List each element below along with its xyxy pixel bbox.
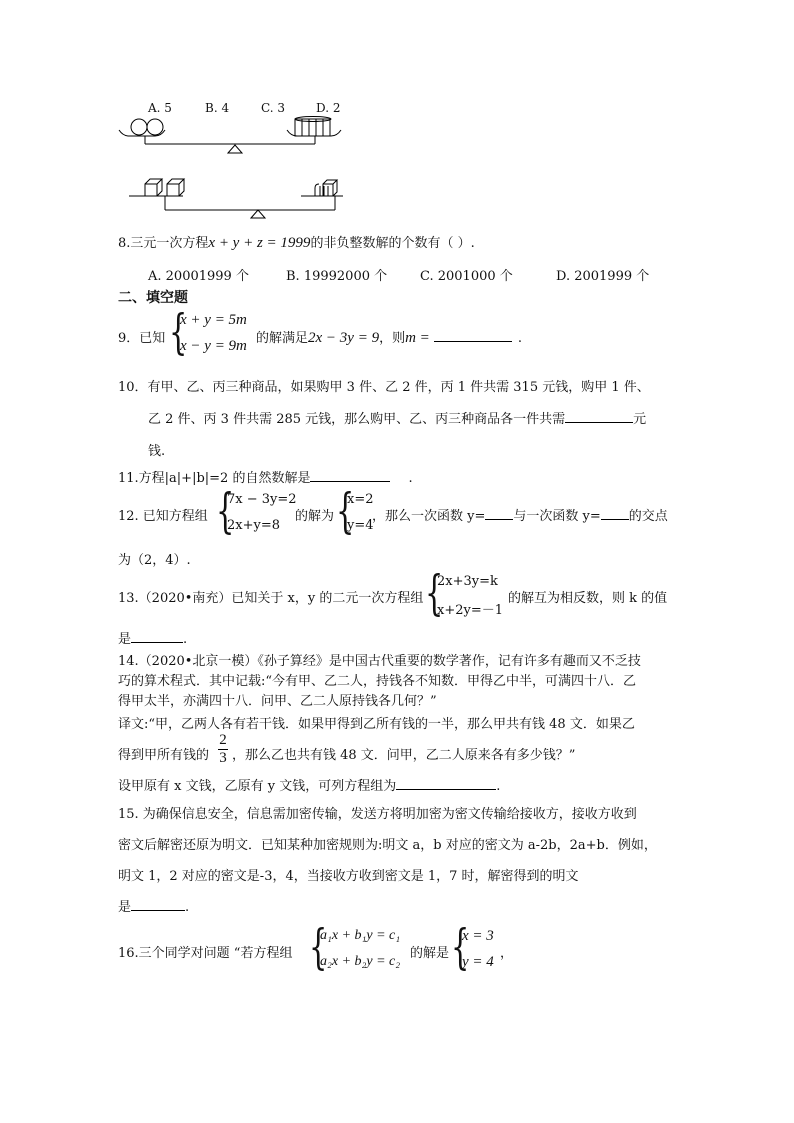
q14-line3: 得甲太半，亦满四十八．问甲、乙二人原持钱各几何？”	[118, 694, 437, 709]
q12-mid: 的解为	[295, 509, 335, 524]
q15-end: .	[185, 900, 190, 915]
q14-line6-wrap	[118, 775, 500, 794]
q12-prefix: 12. 已知方程组	[118, 509, 208, 524]
q12-tail-c: 的交点	[628, 509, 668, 524]
q13-blank[interactable]	[131, 630, 183, 643]
q13-suffix: 的解互为相反数，则 k 的值	[508, 591, 668, 606]
q11-blank[interactable]	[310, 469, 390, 482]
q12-sol-brace: {	[336, 483, 355, 539]
q14-frac-num: 2	[219, 732, 227, 748]
q10-line2: 乙 2 件、丙 3 件共需 285 元钱，那么购甲、乙、丙三种商品各一件共需	[148, 412, 566, 427]
bottom-balance	[129, 179, 343, 218]
q9-prefix: 9．已知	[118, 331, 166, 346]
q9-then: ，则	[379, 331, 406, 346]
q9-blank[interactable]	[434, 329, 512, 342]
q13-end: .	[183, 632, 188, 647]
q9-rest	[256, 327, 522, 347]
q15-line3: 明文 1，2 对应的密文是-3，4，当接收方收到密文是 1，7 时，解密得到的明文	[118, 869, 579, 884]
q13-prefix: 13.（2020•南充）已知关于 x，y 的二元一次方程组	[118, 591, 424, 606]
q14-line5a: 得到甲所有钱的	[118, 748, 210, 763]
q16-sol-brace: {	[451, 919, 470, 975]
q12-blank1[interactable]	[485, 507, 513, 520]
q14-line4: 译文:“甲，乙两人各有若干钱．如果甲得到乙所有钱的一半，那么甲共有钱 48 文．如果乙	[118, 717, 635, 732]
q8-option-d: D. 2001999 个	[556, 269, 650, 284]
q12-tail-a: ，那么一次函数 y=	[372, 509, 486, 524]
q12-brace: {	[216, 483, 235, 539]
q16-eq2: a₂x + b₂y = c₂	[320, 954, 401, 969]
q14-line6: 设甲原有 x 文钱，乙原有 y 文钱，可列方程组为	[118, 779, 397, 794]
q12-eq2: 2x+y=8	[227, 518, 281, 533]
q13-eq2: x+2y=－1	[437, 603, 504, 618]
q15-line4-wrap	[118, 896, 189, 915]
q10-blank[interactable]	[565, 410, 633, 423]
q14-blank[interactable]	[396, 777, 496, 790]
top-balance	[119, 117, 341, 154]
q9-mid: 的解满足	[256, 331, 309, 346]
q16-prefix: 16.三个同学对问题 “若方程组	[118, 946, 293, 961]
q8-option-c: C. 2001000 个	[420, 269, 513, 284]
option-d: D. 2	[316, 101, 341, 115]
q12-sol1: x=2	[347, 492, 374, 507]
q12-tail-b: 与一次函数 y=	[513, 509, 601, 524]
q14-line1: 14.（2020•北京一模）《孙子算经》是中国古代重要的数学著作，记有许多有趣而又不乏技	[118, 654, 641, 669]
q11-end: .	[408, 471, 413, 486]
q8-option-a: A. 20001999 个	[148, 269, 249, 284]
q15-blank[interactable]	[131, 898, 185, 911]
option-b: B. 4	[205, 101, 230, 115]
q9-eq1: x + y = 5m	[180, 312, 247, 328]
q16-mid: 的解是	[410, 946, 450, 961]
q13-line2-wrap	[118, 628, 187, 647]
q9-m: m =	[405, 330, 430, 346]
q13-eq1: 2x+3y=k	[437, 574, 498, 589]
q12-eq1: 7x − 3y=2	[227, 492, 297, 507]
q13-line2: 是	[118, 632, 132, 647]
option-a: A. 5	[148, 101, 172, 115]
q9-brace: {	[169, 304, 188, 360]
q10-line1: 10．有甲、乙、丙三种商品，如果购甲 3 件、乙 2 件，丙 1 件共需 315 元钱，购甲 1 件、	[118, 380, 650, 395]
q8-suffix: 的非负整数解的个数有（ ）.	[310, 236, 475, 251]
q15-line1: 15. 为确保信息安全，信息需加密传输，发送方将明加密为密文传输给接收方，接收方收到	[118, 807, 637, 822]
q15-line2: 密文后解密还原为明文．已知某种加密规则为:明文 a，b 对应的密文为 a-2b，2a+b．例如，	[118, 838, 657, 853]
q9-eq2: x − y = 9m	[180, 338, 247, 354]
q8-line	[118, 232, 475, 252]
q10-unit: 元	[633, 412, 647, 427]
q14-fraction	[216, 733, 230, 766]
q12-line2: 为（2，4）.	[118, 553, 191, 568]
q9-cond: 2x − 3y = 9	[308, 330, 380, 346]
q13-brace: {	[425, 565, 444, 621]
q14-line2: 巧的算术程式．其中记载:“今有甲、乙二人，持钱各不知数．甲得乙中半，可满四十八．乙	[118, 674, 637, 689]
q8-option-b: B. 19992000 个	[286, 269, 388, 284]
q14-frac-den: 3	[219, 750, 227, 766]
q16-end: ，	[500, 946, 514, 961]
section-title: 二、填空题	[118, 290, 188, 306]
q14-end: .	[496, 779, 501, 794]
q12-tail	[372, 505, 668, 524]
option-c: C. 3	[261, 101, 286, 115]
q16-brace: {	[309, 919, 328, 975]
q12-blank2[interactable]	[601, 507, 629, 520]
q14-line5b: ，那么乙也共有钱 48 文．问甲，乙二人原来各有多少钱？”	[232, 748, 576, 763]
q16-eq1: a₁x + b₁y = c₁	[320, 928, 401, 943]
q12-sol2: y=4	[347, 518, 374, 533]
q10-line3: 钱.	[148, 444, 166, 459]
q11-line	[118, 467, 413, 486]
q15-line4: 是	[118, 900, 132, 915]
q8-equation: x + y + z = 1999	[208, 235, 311, 251]
q10-line2-wrap	[148, 408, 646, 427]
q11-text: 11.方程|a|+|b|=2 的自然数解是	[118, 471, 311, 486]
q16-sol2: y = 4	[462, 954, 494, 970]
q8-prefix: 8.三元一次方程	[118, 236, 209, 251]
balance-figure	[115, 112, 355, 220]
q9-end: .	[517, 331, 522, 346]
q16-sol1: x = 3	[462, 928, 494, 944]
